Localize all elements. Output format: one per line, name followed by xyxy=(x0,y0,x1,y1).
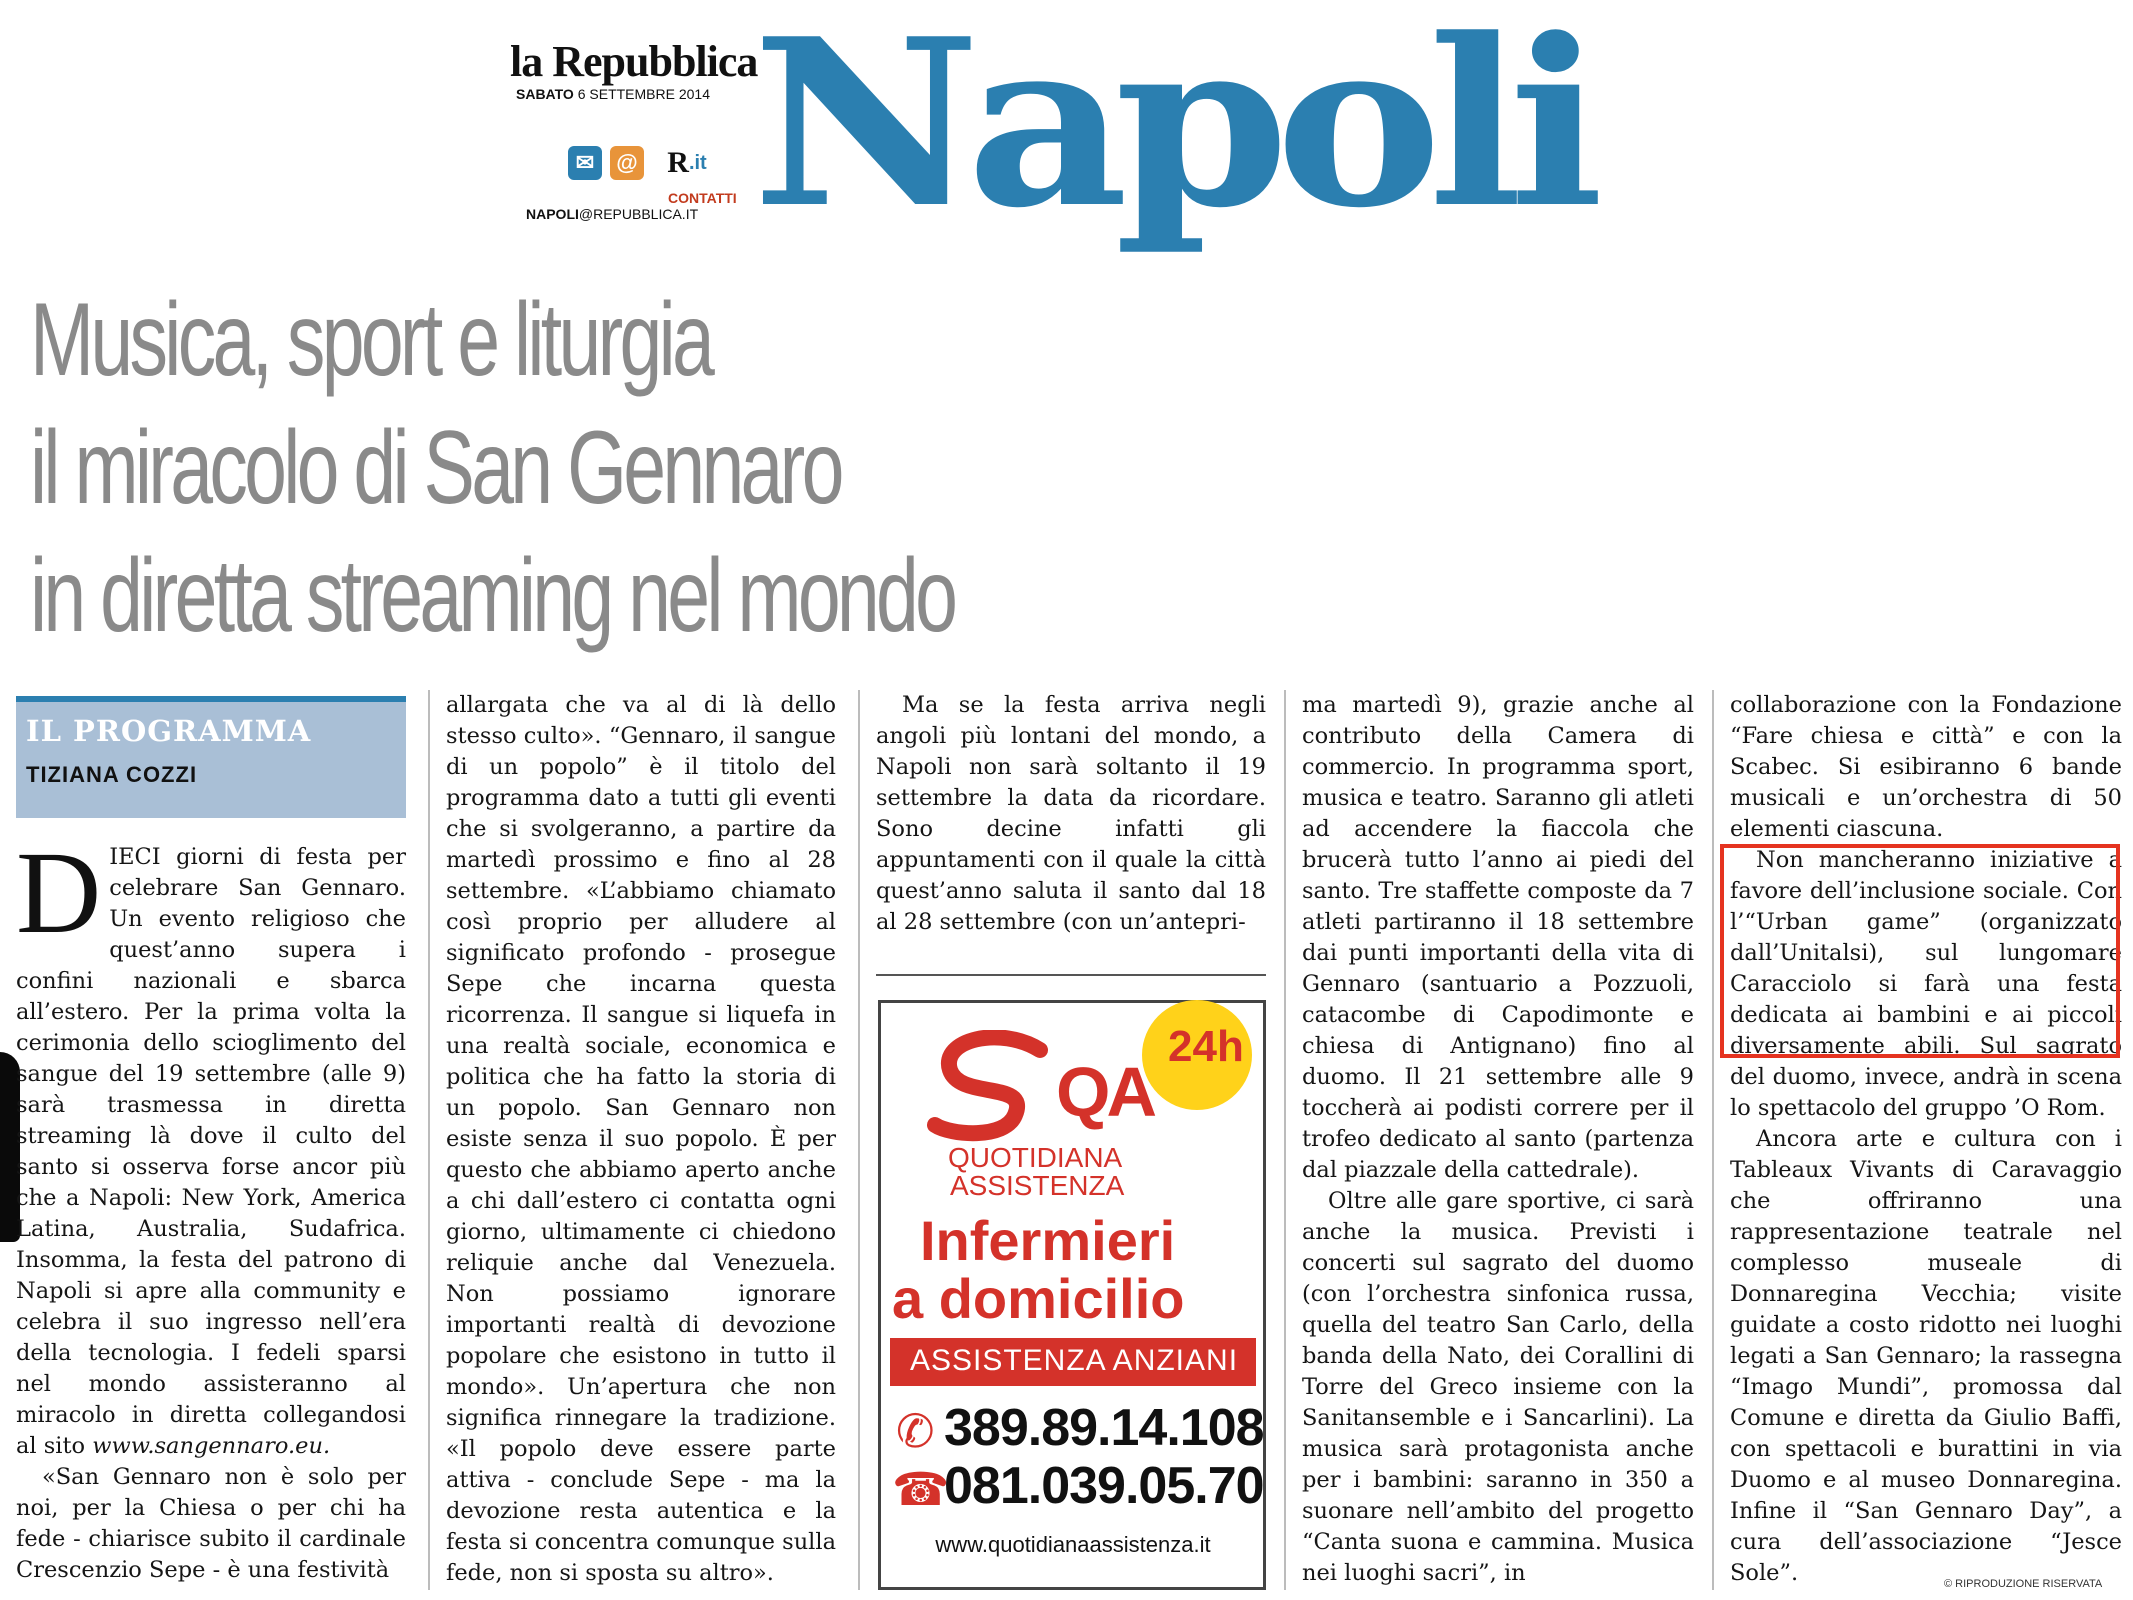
author-name: TIZIANA COZZI xyxy=(26,762,198,787)
contatti-email xyxy=(526,206,698,222)
article-column-2 xyxy=(446,690,836,1589)
headline-line-3: in diretta streaming nel mondo xyxy=(30,538,955,654)
mobile-phone-icon: ✆ xyxy=(896,1404,935,1458)
mail-icon: ✉ xyxy=(568,146,602,180)
ad-brand-line-2: ASSISTENZA xyxy=(950,1170,1125,1201)
lead-word: IECI xyxy=(109,844,161,870)
headline xyxy=(30,276,955,660)
edition-title: Napoli xyxy=(752,0,1590,259)
at-icon: @ xyxy=(610,146,644,180)
ad-phone-2: 081.039.05.70 xyxy=(944,1457,1264,1515)
ad-badge-text: 24h xyxy=(1168,1022,1244,1071)
ad-logo: QA xyxy=(1056,1053,1153,1131)
issue-date xyxy=(516,86,710,102)
column-separator xyxy=(428,690,430,1590)
highlight-box xyxy=(1720,844,2120,1058)
section-title: IL PROGRAMMA xyxy=(26,714,312,748)
ad-logo-swirl-icon xyxy=(920,1030,1070,1150)
article-column-3 xyxy=(876,690,1266,938)
paragraph: allargata che va al di là dello stesso culto». “Gennaro, il sangue di un popolo” è il titolo del programma dato a tutti gli eventi che si svolgeranno, a partire da martedì prossimo e fino al 28 settembre. «L’abbiamo chiamato così proprio per alludere al significato profondo - prosegue Sepe che incarna questa ricorrenza. Il sangue si liquefa in una realtà sociale, economica e politica che ha fatto la storia di un popolo. San Gennaro non esiste senza il suo popolo. È per questo che abbiamo aperto anche a chi dall’estero ci contatta ogni giorno, ultimamente ci chiedono reliquie anche dal Venezuela. Non possiamo ignorare importanti realtà di devozione popolare che esistono in tutto il mondo». Un’apertura che non significa rinnegare la tradizione. «Il popolo deve essere parte attiva - conclude Sepe - ma la devozione resta autentica e la festa si concentra comunque sulla fede, non si sposta su altro». xyxy=(446,692,836,1586)
issue-date-rest: 6 SETTEMBRE 2014 xyxy=(577,86,710,102)
paragraph: Ma se la festa arriva negli angoli più lontani del mondo, a Napoli non sarà soltanto il 19 settembre la data da ricordare. Sono decine infatti gli appuntamenti con il quale la città quest’anno saluta il santo dal 18 al 28 settembre (con un’antepri- xyxy=(876,692,1266,935)
website-link: www.sangennaro.eu. xyxy=(92,1433,331,1459)
ad-service-line-1: Infermieri xyxy=(920,1209,1176,1272)
column-separator xyxy=(1712,690,1714,1590)
paragraph-text: giorni di festa per celebrare San Gennaro. Un evento religioso che quest’anno supera i confini nazionali e sbarca all’estero. Per la prima volta la cerimonia dello scioglimento del sangue del 19 settembre (alle 9) sarà trasmessa in diretta streaming là dove il culto del santo si osserva forse ancor più che a Napoli: New York, America Latina, Australia, Sudafrica. Insomma, la festa del patrono di Napoli si apre alla community e celebra il suo ingresso nell’era della tecnologia. I fedeli sparsi nel mondo assisteranno al miracolo in diretta collegandosi al sito xyxy=(16,844,406,1459)
paragraph: Oltre alle gare sportive, ci sarà anche la musica. Previsti i concerti sul sagrato del duomo (con l’orchestra sinfonica russa, quella del teatro San Carlo, della banda della Nato, dei Corallini di Torre del Greco insieme con la Sanitansemble e i Sancarlini). La musica sarà protagonista anche per i bambini: saranno in 350 a suonare nell’ambito del progetto “Canta suona e cammina. Musica nei luoghi sacri”, in xyxy=(1302,1188,1694,1586)
paragraph: Non mancheranno iniziative a favore dell’inclusione sociale. Con l’“Urban game” (organizzato dall’Unitalsi), sul lungomare Caracciolo si farà una festa dedicata ai bambini e ai piccoli diversamente abili. Sul sagrato del duomo, invece, andrà in scena lo spettacolo del gruppo ’O Rom. xyxy=(1730,847,2122,1121)
rit-icon: R .it xyxy=(652,146,722,180)
paragraph: Ancora arte e cultura con i Tableaux Vivants di Caravaggio che offriranno una rappresentazione teatrale nel complesso museale di Donnaregina Vecchia; visite guidate a costo ridotto nei luoghi legati a San Gennaro; la rassegna “Imago Mundi”, promossa dal Comune e diretta da Giulio Baffi, con spettacoli e burattini in via Duomo e al museo Donnaregina. Infine il “San Gennaro Day”, a cura dell’associazione “Jesce Sole”. xyxy=(1730,1126,2122,1586)
ad-divider xyxy=(876,974,1266,976)
paragraph: «San Gennaro non è solo per noi, per la Chiesa o per chi ha fede - chiarisce subito il cardinale Crescenzio Sepe - è una festività xyxy=(16,1464,406,1583)
contatti-label: CONTATTI xyxy=(668,190,737,206)
telephone-icon: ☎ xyxy=(892,1462,950,1516)
ad-website: www.quotidianaassistenza.it xyxy=(935,1532,1211,1557)
paragraph: ma martedì 9), grazie anche al contributo della Camera di commercio. In programma sport, musica e teatro. Saranno gli atleti ad accendere la fiaccola che brucerà tutto l’anno ai piedi del santo. Tre staffette composte da 7 atleti partiranno il 18 settembre dai punti importanti della vita di Gennaro (santuario a Pozzuoli, catacombe di Capodimonte e chiesa di Antignano) fino al duomo. Il 21 settembre alle 9 toccherà ai podisti correre per il trofeo dedicato al santo (partenza dal piazzale della cattedrale). xyxy=(1302,692,1694,1183)
article-column-1 xyxy=(16,827,406,1586)
contatti-email-local: NAPOLI xyxy=(526,206,579,222)
section-bar xyxy=(16,696,406,702)
repubblica-logo: la Repubblica xyxy=(510,37,758,86)
column-separator xyxy=(858,690,860,1590)
issue-day: SABATO xyxy=(516,86,574,102)
ad-service-line-2: a domicilio xyxy=(892,1267,1185,1330)
contatti-email-domain: @REPUBBLICA.IT xyxy=(578,206,699,222)
paragraph xyxy=(16,827,406,1462)
contact-icons xyxy=(568,146,722,180)
copyright-notice: © RIPRODUZIONE RISERVATA xyxy=(1944,1578,2103,1590)
ad-brand-line-1: QUOTIDIANA xyxy=(948,1142,1123,1173)
article-column-5 xyxy=(1730,690,2122,1589)
ad-phone-1: 389.89.14.108 xyxy=(944,1399,1264,1457)
ad-band-text: ASSISTENZA ANZIANI xyxy=(909,1344,1239,1377)
article-column-4 xyxy=(1302,690,1694,1589)
headline-line-1: Musica, sport e liturgia xyxy=(30,282,712,398)
paragraph: collaborazione con la Fondazione “Fare chiesa e città” e con la Scabec. Si esibiranno 6 bande musicali e un’orchestra di 50 elementi ciascuna. xyxy=(1730,692,2122,842)
headline-line-2: il miracolo di San Gennaro xyxy=(30,410,841,526)
column-separator xyxy=(1284,690,1286,1590)
drop-cap: D xyxy=(16,827,102,958)
